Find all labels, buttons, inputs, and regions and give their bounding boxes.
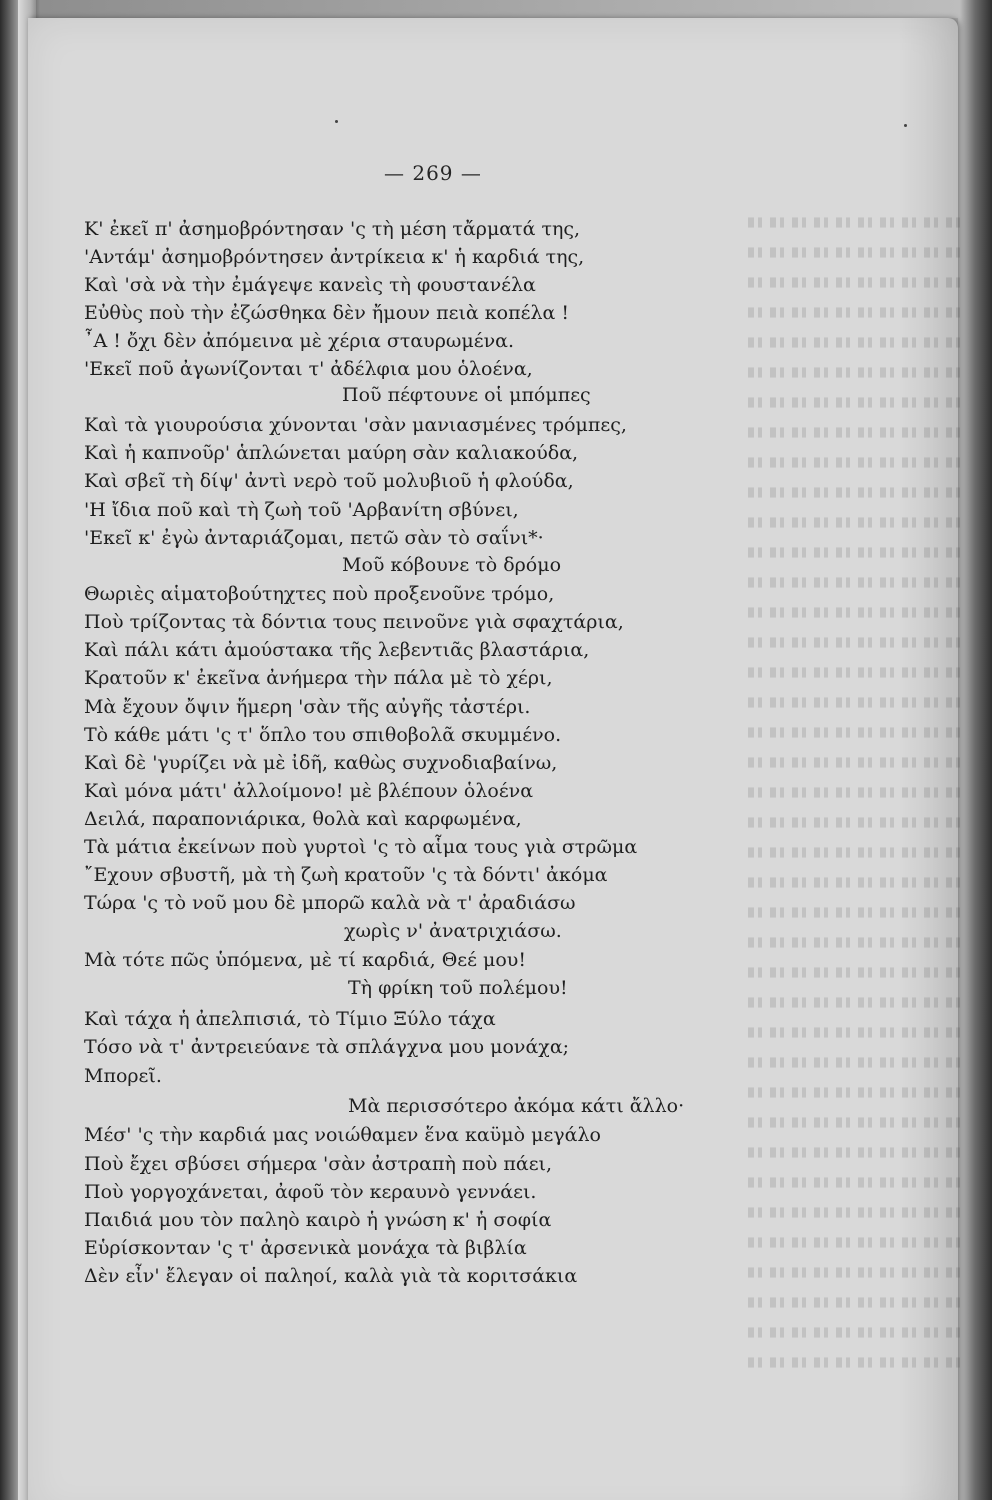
- book-binding-shadow: [0, 0, 18, 1500]
- poem-line: Μοῦ κόβουνε τὸ δρόμο: [342, 554, 562, 576]
- poem-line: Κρατοῦν κ' ἐκεῖνα ἀνήμερα τὴν πάλα μὲ τὸ χέρι,: [84, 667, 553, 689]
- poem-line: Ποὺ ἔχει σβύσει σήμερα 'σὰν ἀστραπὴ ποὺ πάει,: [84, 1153, 553, 1175]
- poem-line: Καὶ μόνα μάτι' ἀλλοίμονο! μὲ βλέπουν ὁλοένα: [84, 780, 534, 802]
- poem-line: Τὰ μάτια ἐκείνων ποὺ γυρτοὶ 'ς τὸ αἷμα τους γιὰ στρῶμα: [84, 836, 638, 858]
- book-page: [28, 18, 958, 1500]
- poem-line: Μπορεῖ.: [84, 1065, 162, 1087]
- poem-line: Καὶ δὲ 'γυρίζει νὰ μὲ ἰδῆ, καθὼς συχνοδιαβαίνω,: [84, 752, 558, 774]
- poem-line: Παιδιά μου τὸν παληὸ καιρὸ ἡ γνώση κ' ἡ σοφία: [84, 1209, 552, 1231]
- poem-line: Τώρα 'ς τὸ νοῦ μου δὲ μπορῶ καλὰ νὰ τ' ἀραδιάσω: [84, 892, 576, 914]
- poem-line: Ποὺ γοργοχάνεται, ἀφοῦ τὸν κεραυνὸ γεννάει.: [84, 1181, 537, 1203]
- poem-line: Τὴ φρίκη τοῦ πολέμου!: [348, 977, 568, 999]
- poem-line: Τόσο νὰ τ' ἀντρειεύανε τὰ σπλάγχνα μου μονάχα;: [84, 1036, 570, 1058]
- poem-line: Μὰ ἔχουν ὄψιν ἥμερη 'σὰν τῆς αὐγῆς τἀστέρι.: [84, 696, 531, 718]
- page-number: — 269 —: [384, 161, 482, 185]
- poem-line: Τὸ κάθε μάτι 'ς τ' ὅπλο του σπιθοβολᾶ σκυμμένο.: [84, 724, 562, 746]
- paper-speck: [335, 120, 338, 123]
- poem-line: ῏Α ! ὄχι δὲν ἀπόμεινα μὲ χέρια σταυρωμένα.: [84, 330, 514, 352]
- poem-line: 'Εκεῖ ποῦ ἀγωνίζονται τ' ἀδέλφια μου ὁλοένα,: [84, 358, 533, 380]
- poem-line: 'Εκεῖ κ' ἐγὼ ἀνταριάζομαι, πετῶ σὰν τὸ σαΐνι*·: [84, 527, 544, 549]
- poem-line: Εὐθὺς ποὺ τὴν ἐζώσθηκα δὲν ἤμουν πειὰ κοπέλα !: [84, 302, 569, 324]
- poem-line: χωρὶς ν' ἀνατριχιάσω.: [344, 920, 562, 942]
- poem-line: Μὰ τότε πῶς ὑπόμενα, μὲ τί καρδιά, Θεέ μου!: [84, 949, 526, 971]
- poem-line: Μὰ περισσότερο ἀκόμα κάτι ἄλλο·: [348, 1095, 685, 1117]
- poem-line: ῎Εχουν σβυστῆ, μὰ τὴ ζωὴ κρατοῦν 'ς τὰ δόντι' ἀκόμα: [84, 864, 608, 886]
- poem-line: Μέσ' 'ς τὴν καρδιά μας νοιώθαμεν ἕνα καϋμὸ μεγάλο: [84, 1124, 601, 1146]
- poem-line: Ποὺ τρίζοντας τὰ δόντια τους πεινοῦνε γιὰ σφαχτάρια,: [84, 611, 624, 633]
- poem-line: Καὶ σβεῖ τὴ δίψ' ἀντὶ νερὸ τοῦ μολυβιοῦ ἡ φλούδα,: [84, 470, 574, 492]
- poem-line: Δὲν εἶν' ἔλεγαν οἱ παληοί, καλὰ γιὰ τὰ κοριτσάκια: [84, 1265, 578, 1287]
- poem-line: Καὶ 'σὰ νὰ τὴν ἐμάγεψε κανεὶς τὴ φουστανέλα: [84, 274, 536, 296]
- poem-line: 'Αντάμ' ἀσημοβρόντησεν ἀντρίκεια κ' ἡ καρδιά της,: [84, 246, 585, 268]
- poem-line: Καὶ τάχα ἡ ἀπελπισιά, τὸ Τίμιο Ξύλο τάχα: [84, 1008, 496, 1030]
- poem-line: Κ' ἐκεῖ π' ἀσημοβρόντησαν 'ς τὴ μέση τἄρματά της,: [84, 218, 581, 240]
- show-through-text: [748, 208, 968, 1388]
- paper-speck: [904, 124, 907, 127]
- poem-line: 'Η ἴδια ποῦ καὶ τὴ ζωὴ τοῦ 'Αρβανίτη σβύνει,: [84, 499, 519, 521]
- poem-line: Εὑρίσκονταν 'ς τ' ἀρσενικὰ μονάχα τὰ βιβλία: [84, 1237, 527, 1259]
- poem-line: Δειλά, παραπονιάρικα, θολὰ καὶ καρφωμένα,: [84, 808, 522, 830]
- poem-line: Θωριὲς αἱματοβούτηχτες ποὺ προξενοῦνε τρόμο,: [84, 583, 555, 605]
- poem-line: Καὶ ἡ καπνοῦρ' ἁπλώνεται μαύρη σὰν καλιακούδα,: [84, 442, 579, 464]
- poem-line: Καὶ τὰ γιουρούσια χύνονται 'σὰν μανιασμένες τρόμπες,: [84, 414, 627, 436]
- poem-line: Ποῦ πέφτουνε οἱ μπόμπες: [342, 384, 591, 406]
- poem-line: Καὶ πάλι κάτι ἀμούστακα τῆς λεβεντιᾶς βλαστάρια,: [84, 639, 590, 661]
